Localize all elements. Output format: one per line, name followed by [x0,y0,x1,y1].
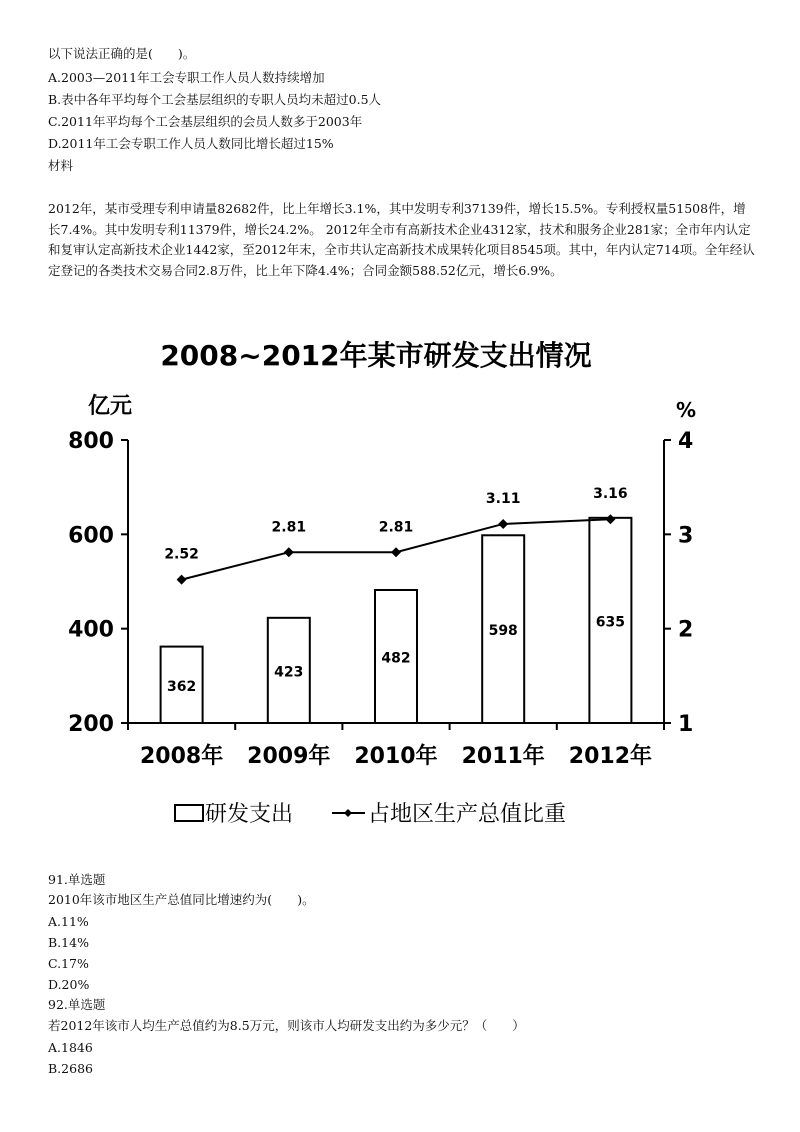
option-b[interactable]: B.表中各年平均每个工会基层组织的专职人员均未超过0.5人 [48,92,382,107]
legend-line-marker [344,809,352,817]
legend-line-label: 占地区生产总值比重 [368,802,567,827]
x-tick-label: 2009年 [247,744,331,769]
line-value-label: 2.81 [378,519,414,536]
material-label: 材料 [48,158,74,173]
option-a[interactable]: A.2003—2011年工会专职工作人员人数持续增加 [48,70,325,85]
y2-axis-label: % [675,398,697,422]
x-tick-label: 2008年 [139,744,224,769]
q91-stem: 2010年该市地区生产总值同比增速约为( )。 [48,892,315,907]
y2-tick-label: 4 [678,429,694,454]
option-c[interactable]: C.2011年平均每个工会基层组织的会员人数多于2003年 [48,114,363,129]
line-value-label: 2.52 [164,546,199,563]
rd-expenditure-chart [60,325,740,845]
line-value-label: 3.11 [485,490,521,507]
legend-bar-swatch [175,805,203,821]
y2-tick-label: 1 [678,712,694,737]
q91-header: 91.单选题 [48,872,106,887]
q91-option-b[interactable]: B.14% [48,935,89,950]
x-tick-label: 2011年 [461,744,545,769]
y2-tick-label: 2 [678,617,694,643]
y2-tick-label: 3 [678,523,694,549]
q92-header: 92.单选题 [48,997,106,1012]
q92-option-b[interactable]: B.2686 [48,1061,93,1076]
legend-bar-label: 研发支出 [205,802,294,827]
y-tick-label: 600 [68,523,114,549]
bar-value-label: 482 [381,650,411,667]
line-point [391,547,401,557]
y-tick-label: 400 [68,617,114,643]
line-series [164,486,627,584]
x-tick-label: 2012年 [568,744,653,769]
chart-legend [175,802,566,827]
line-value-label: 2.81 [271,519,307,536]
bar-value-label: 362 [166,678,197,695]
y-tick-label: 200 [68,712,114,737]
x-tick-labels [140,743,652,769]
x-tick-label: 2010年 [354,744,438,769]
line-point [498,519,508,529]
q91-option-c[interactable]: C.17% [48,956,89,971]
bar-value-label: 635 [595,614,626,631]
q91-option-a[interactable]: A.11% [48,914,89,929]
q92-option-a[interactable]: A.1846 [48,1040,93,1055]
line-value-label: 3.16 [593,486,628,503]
bar-value-label: 598 [488,623,518,640]
q91-option-d[interactable]: D.20% [48,977,90,992]
y-tick-label: 800 [68,429,114,454]
chart-title: 2008~2012年某市研发支出情况 [160,339,592,372]
question-stem: 以下说法正确的是( )。 [48,46,196,61]
line-point [284,547,294,557]
option-d[interactable]: D.2011年工会专职工作人员人数同比增长超过15% [48,136,334,151]
y-axis-label: 亿元 [88,394,133,419]
material-paragraph: 2012年，某市受理专利申请量82682件，比上年增长3.1%，其中发明专利37139件，增长15.5%。专利授权量51508件，增长7.4%。其中发明专利11379件，增长24.2%。 2012年全市有高新技术企业4312家，技术和服务企业281家；全市年内认定和复审认定高新技术企业1442家，至2012年末，全市共认定高新技术成果转化项目8545项。其中，年内认定714项。全年经认定登记的各类技术交易合同2.8万件，比上年下降4.4%；合同金额588.52亿元，增长6.9%。 [48,201,755,278]
line-point [177,575,187,585]
q92-stem: 若2012年该市人均生产总值约为8.5万元，则该市人均研发支出约为多少元？（ ） [48,1018,525,1033]
bar-value-label: 423 [274,664,304,681]
